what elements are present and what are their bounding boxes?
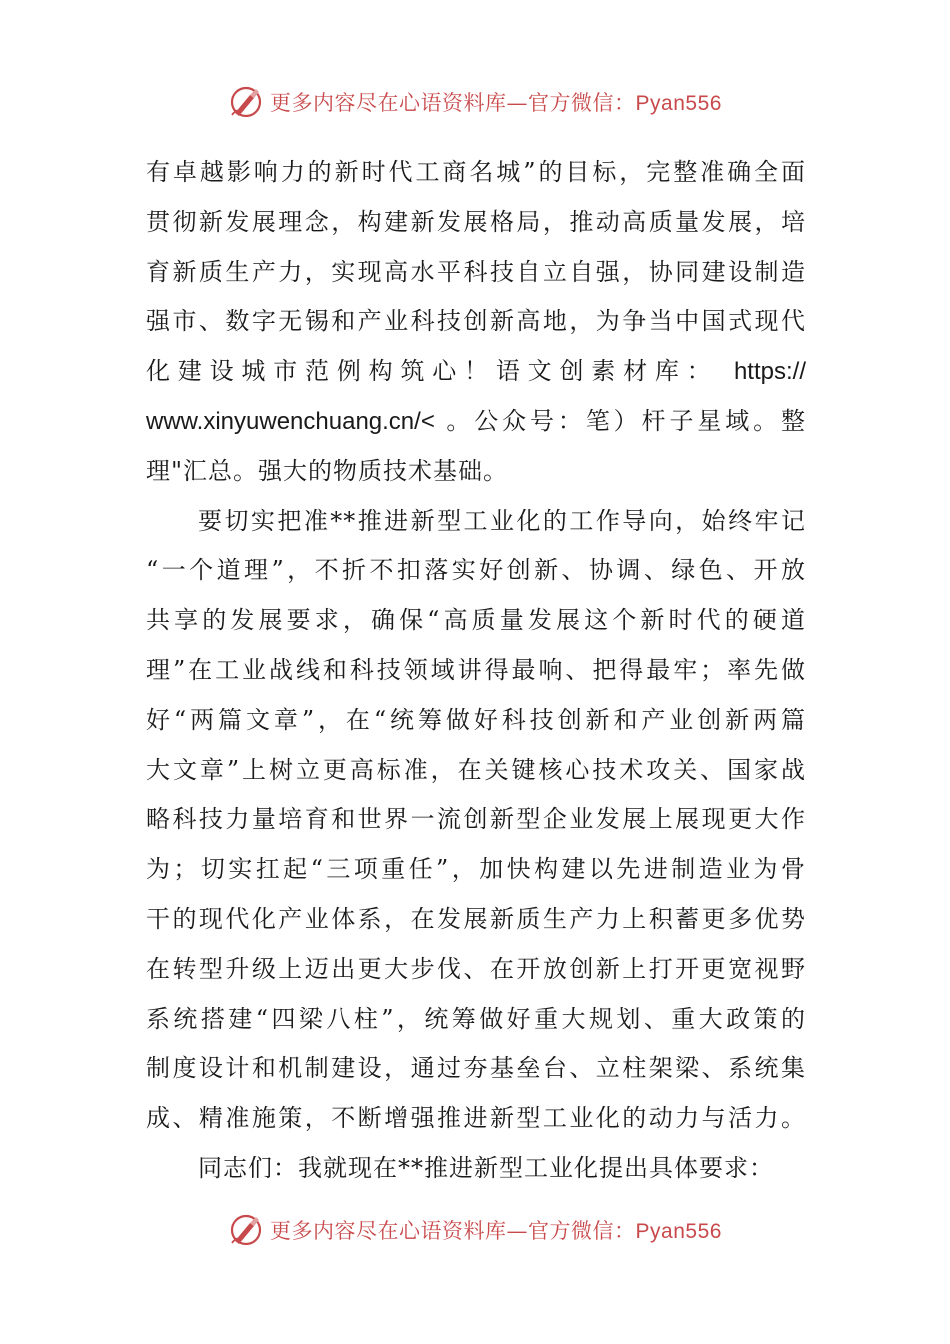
text-line: 制度设计和机制建设，通过夯基垒台、立柱架梁、系统集: [146, 1054, 806, 1083]
text-line: 要切实把准**推进新型工业化的工作导向，始终牢记: [198, 506, 806, 535]
text-line: 系统搭建“四梁八柱”，统筹做好重大规划、重大政策的: [146, 1004, 806, 1033]
text-line: www.xinyuwenchuang.cn/< 。公众号：笔）杆子星域。整: [146, 406, 806, 435]
text-line: 大文章”上树立更高标准，在关键核心技术攻关、国家战: [146, 755, 806, 784]
paragraph-1: [146, 148, 806, 497]
text-line: 理"汇总。强大的物质技术基础。: [146, 456, 509, 485]
text-line: 有卓越影响力的新时代工商名城”的目标，完整准确全面: [146, 158, 806, 186]
text-line: 同志们：我就现在**推进新型工业化提出具体要求：: [198, 1153, 774, 1182]
text-line: 略科技力量培育和世界一流创新型企业发展上展现更大作: [146, 805, 806, 834]
pen-logo-icon: [228, 1212, 264, 1248]
text-line: 成、精准施策，不断增强推进新型工业化的动力与活力。: [146, 1104, 806, 1133]
text-line: 强市、数字无锡和产业科技创新高地，为争当中国式现代: [146, 307, 806, 336]
text-line: 贯彻新发展理念，构建新发展格局，推动高质量发展，培: [146, 207, 806, 236]
text-line: 在转型升级上迈出更大步伐、在开放创新上打开更宽视野: [146, 954, 806, 983]
paragraph-3: [146, 1144, 806, 1194]
paragraph-2: [146, 497, 806, 1144]
footer-banner-text: 更多内容尽在心语资料库—官方微信：Pyan556: [270, 1219, 722, 1243]
text-line: 理”在工业战线和科技领域讲得最响、把得最牢；率先做: [146, 655, 806, 684]
url-fragment: https://: [733, 358, 806, 386]
url-fragment: www.xinyuwenchuang.cn/<: [146, 407, 435, 435]
text-line: 化建设城市范例构筑心！语文创素材库： https://: [146, 357, 806, 386]
document-body: [146, 148, 806, 1194]
pen-logo-icon: [228, 84, 264, 120]
text-line: “一个道理”，不折不扣落实好创新、协调、绿色、开放: [146, 556, 806, 585]
footer-banner: [0, 1208, 950, 1252]
text-line: 为；切实扛起“三项重任”，加快构建以先进制造业为骨: [146, 855, 806, 884]
text-line: 好“两篇文章”，在“统筹做好科技创新和产业创新两篇: [146, 705, 806, 734]
text-line: 育新质生产力，实现高水平科技自立自强，协同建设制造: [146, 257, 806, 286]
header-banner: [0, 80, 950, 124]
header-banner-text: 更多内容尽在心语资料库—官方微信：Pyan556: [270, 91, 722, 115]
text-line: 共享的发展要求，确保“高质量发展这个新时代的硬道: [146, 606, 806, 635]
text-line: 干的现代化产业体系，在发展新质生产力上积蓄更多优势: [146, 904, 806, 933]
